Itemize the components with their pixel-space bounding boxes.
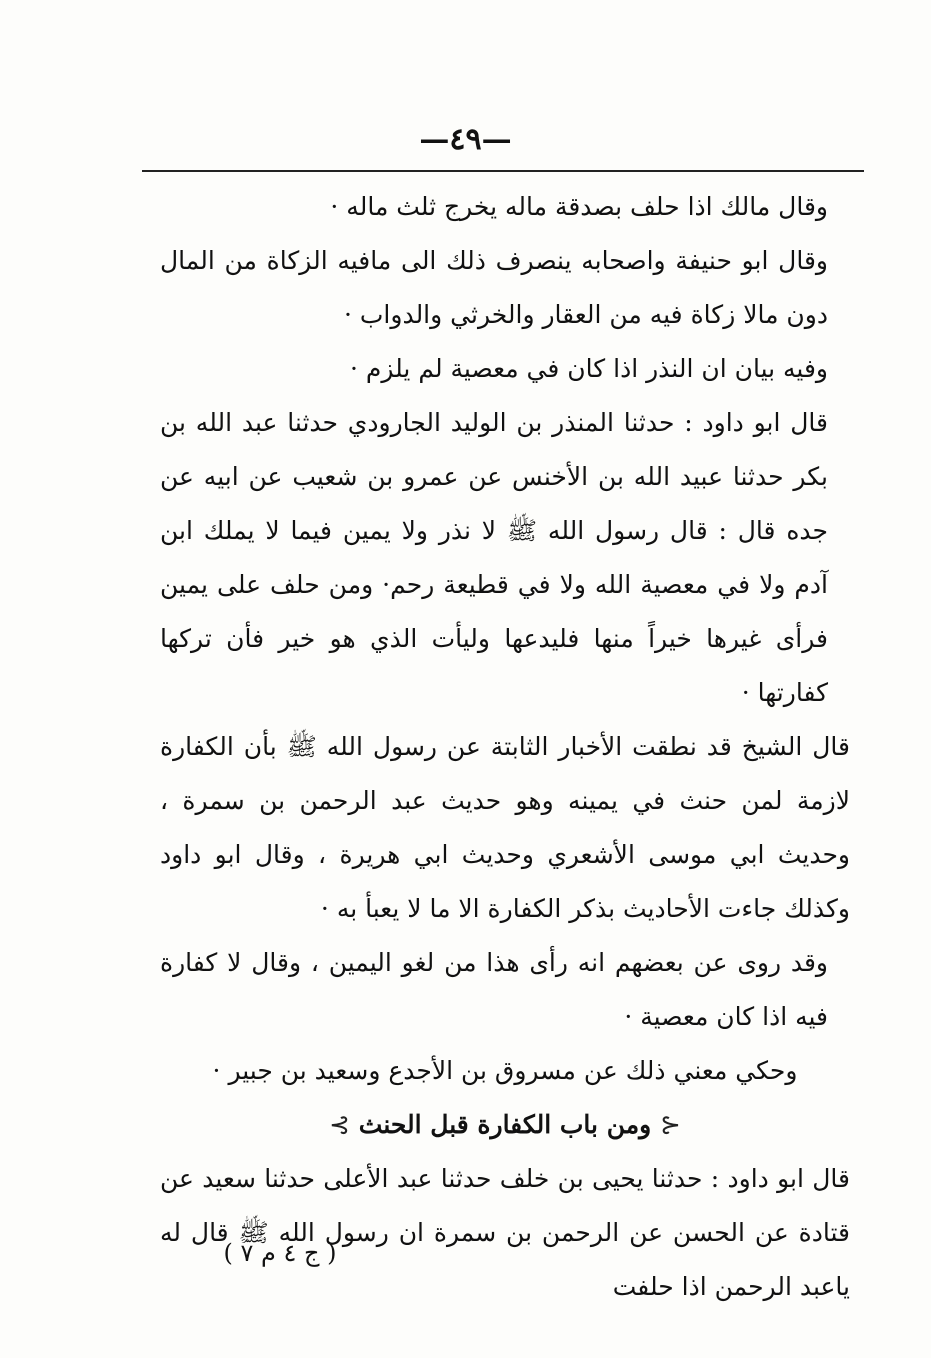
paragraph-nadhr: وفيه بيان ان النذر اذا كان في معصية لم يلزم · [349,354,828,383]
page-number: —٤٩— [419,122,512,157]
header-rule [142,170,864,172]
printer-signature: ( ج ٤ م ٧ ) [223,1239,337,1267]
paragraph-masruq: وحكي معني ذلك عن مسروق بن الأجدع وسعيد بن جبير · [212,1056,798,1085]
paragraph-hadith-2: قال ابو داود : حدثنا يحيى بن خلف حدثنا عبد الأعلى حدثنا سعيد عن قتادة عن الحسن عن الرحمن بن سمرة ان رسول الله ﷺ قال له ياعبد الرحمن اذا حلفت [160,1164,850,1301]
heading-ornament-left-icon: ⊱ [329,1110,351,1139]
heading-ornament-right-icon: ⊰ [659,1110,681,1139]
paragraph-hadith-1: قال ابو داود : حدثنا المنذر بن الوليد الجارودي حدثنا عبد الله بن بكر حدثنا عبيد الله بن الأخنس عن عمرو بن شعيب عن ابيه عن جده قال : قال رسول الله ﷺ لا نذر ولا يمين فيما لا يملك ابن آدم ولا في معصية الله ولا في قطيعة رحم· ومن حلف على يمين فرأى غيرها خيراً منها فليدعها وليأت الذي هو خير فأن تركها كفارتها · [160,408,828,707]
paragraph-laghw: وقد روى عن بعضهم انه رأى هذا من لغو اليمين ، وقال لا كفارة فيه اذا كان معصية · [160,948,828,1031]
paragraph-abu-hanifa: وقال ابو حنيفة واصحابه ينصرف ذلك الى مافيه الزكاة من المال دون مالا زكاة فيه من العقار والخرثي والدواب · [160,246,828,329]
body-text [160,180,850,1314]
section-heading: ومن باب الكفارة قبل الحنث [358,1110,652,1139]
section-heading-line [160,1098,850,1152]
paragraph-sheikh: قال الشيخ قد نطقت الأخبار الثابتة عن رسول الله ﷺ بأن الكفارة لازمة لمن حنث في يمينه وهو حديث عبد الرحمن بن سمرة ، وحديث ابي موسى الأشعري وحديث ابي هريرة ، وقال ابو داود وكذلك جاءت الأحاديث بذكر الكفارة الا ما لا يعبأ به · [160,732,850,923]
paragraph-malik: وقال مالك اذا حلف بصدقة ماله يخرج ثلث ماله · [330,192,828,221]
